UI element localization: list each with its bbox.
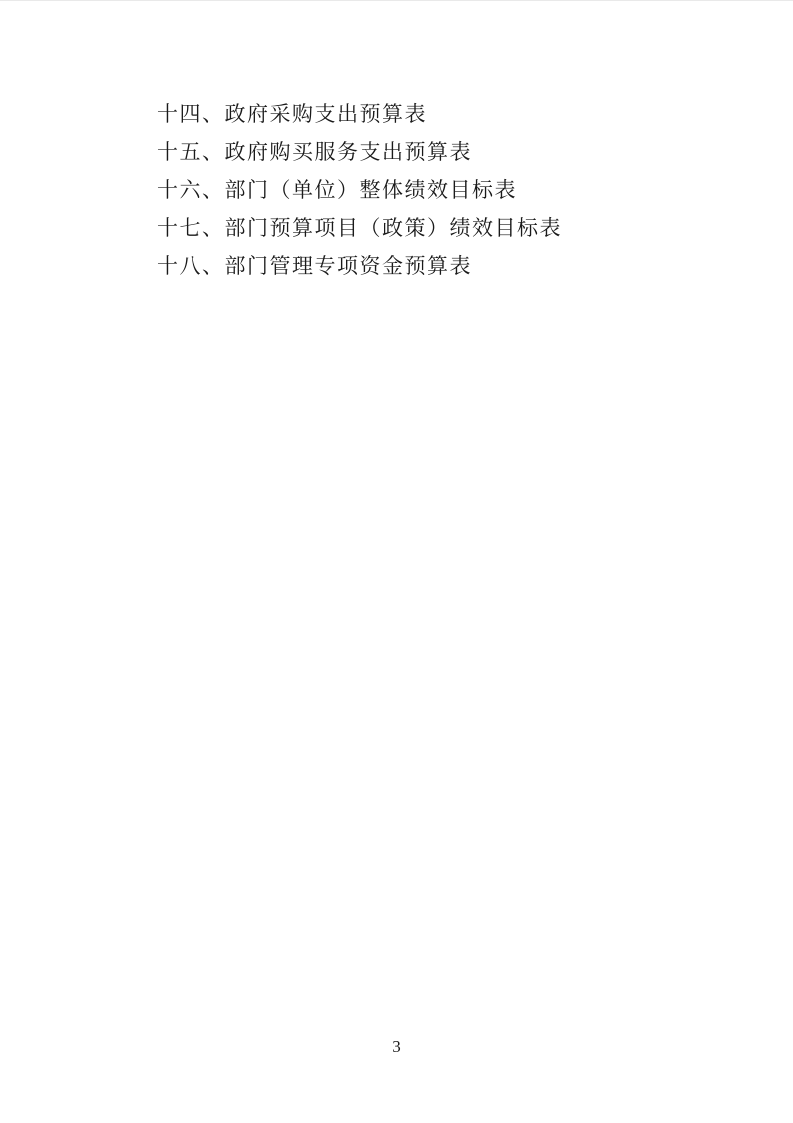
toc-item-14: 十四、政府采购支出预算表	[157, 102, 427, 126]
toc-item-16: 十六、部门（单位）整体绩效目标表	[157, 178, 517, 202]
toc-list	[157, 95, 753, 285]
toc-item-17: 十七、部门预算项目（政策）绩效目标表	[157, 216, 562, 240]
page-number: 3	[392, 1037, 401, 1056]
toc-item-15: 十五、政府购买服务支出预算表	[157, 140, 472, 164]
toc-item-18: 十八、部门管理专项资金预算表	[157, 254, 472, 278]
